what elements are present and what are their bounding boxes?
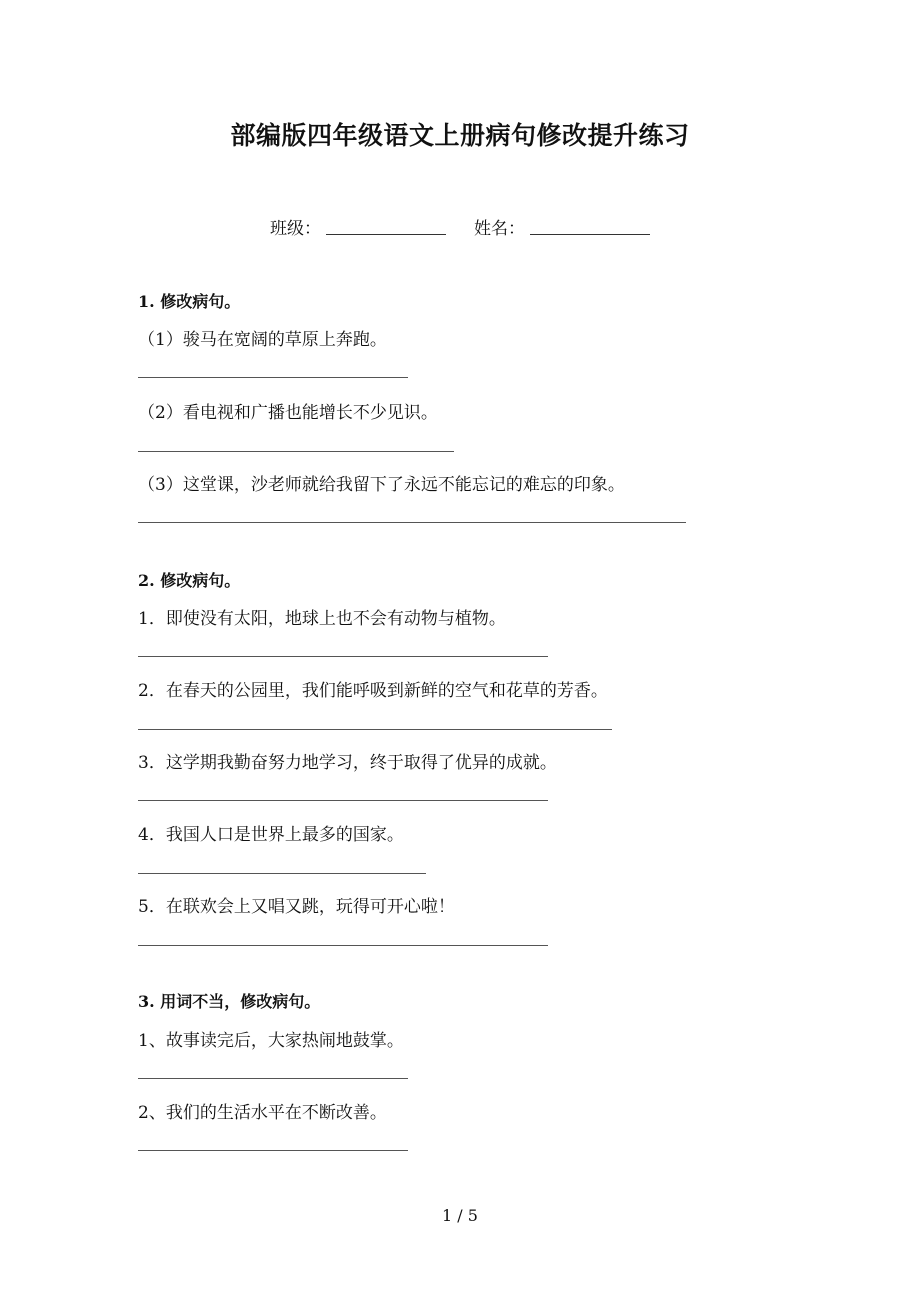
answer-line[interactable] [138,1078,408,1079]
answer-line[interactable] [138,1150,408,1151]
section-1-heading: 1. 修改病句。 [138,292,241,311]
class-blank[interactable] [326,234,446,235]
question-item: 1．即使没有太阳，地球上也不会有动物与植物。 [138,609,506,629]
answer-line[interactable] [138,377,408,378]
page-number: 1 / 5 [442,1206,478,1225]
question-item: 1、故事读完后，大家热闹地鼓掌。 [138,1031,404,1051]
name-label: 姓名： [474,219,525,239]
answer-line[interactable] [138,800,548,801]
question-item: 3．这学期我勤奋努力地学习，终于取得了优异的成就。 [138,753,557,773]
name-blank[interactable] [530,234,650,235]
question-item: 4．我国人口是世界上最多的国家。 [138,825,404,845]
section-2-heading: 2. 修改病句。 [138,571,241,590]
section-3-heading: 3. 用词不当，修改病句。 [138,992,321,1011]
answer-line[interactable] [138,729,612,730]
question-item: 2、我们的生活水平在不断改善。 [138,1103,387,1123]
class-label: 班级： [270,219,321,239]
question-item: 5．在联欢会上又唱又跳，玩得可开心啦！ [138,897,455,917]
question-item: （3）这堂课，沙老师就给我留下了永远不能忘记的难忘的印象。 [138,475,625,495]
answer-line[interactable] [138,522,686,523]
question-item: 2．在春天的公园里，我们能呼吸到新鲜的空气和花草的芳香。 [138,681,608,701]
document-title: 部编版四年级语文上册病句修改提升练习 [230,121,690,150]
answer-line[interactable] [138,945,548,946]
question-item: （2）看电视和广播也能增长不少见识。 [138,403,438,423]
question-item: （1）骏马在宽阔的草原上奔跑。 [138,330,387,350]
answer-line[interactable] [138,873,426,874]
answer-line[interactable] [138,451,454,452]
answer-line[interactable] [138,656,548,657]
